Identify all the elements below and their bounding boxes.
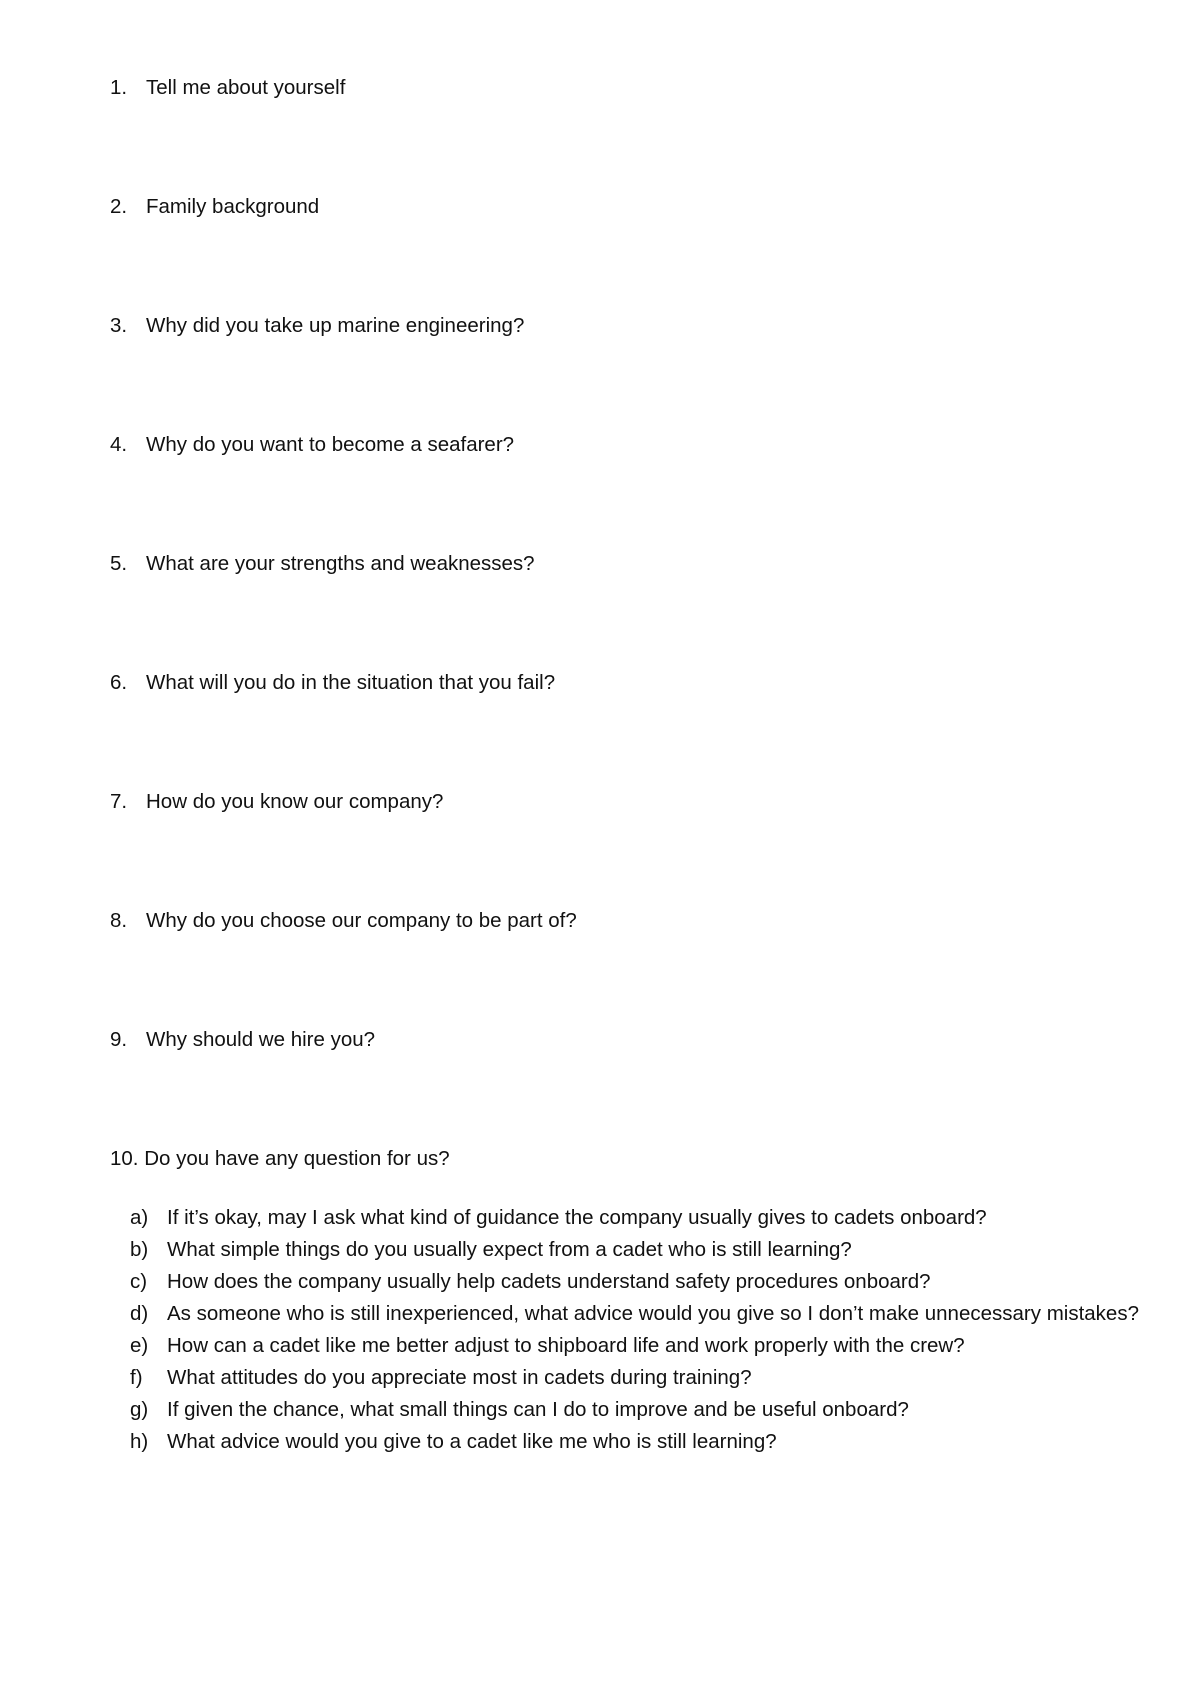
sub-question-list — [130, 1202, 1140, 1458]
sub-question-c — [130, 1266, 1140, 1298]
question-1 — [110, 75, 345, 101]
question-4 — [110, 432, 514, 458]
question-9 — [110, 1027, 375, 1053]
question-10 — [110, 1146, 450, 1172]
question-2 — [110, 194, 319, 220]
question-number: 1. — [110, 76, 128, 99]
sub-question-letter: d) — [130, 1302, 149, 1325]
question-text: What will you do in the situation that you fail? — [146, 671, 556, 694]
sub-question-letter: h) — [130, 1430, 149, 1453]
sub-question-letter: e) — [130, 1334, 149, 1357]
question-text: Do you have any question for us? — [144, 1147, 450, 1170]
sub-question-letter: a) — [130, 1206, 149, 1229]
question-5 — [110, 551, 535, 577]
question-number: 2. — [110, 195, 128, 218]
sub-question-text: What attitudes do you appreciate most in cadets during training? — [167, 1366, 752, 1389]
sub-question-a — [130, 1202, 1140, 1234]
question-number: 4. — [110, 433, 128, 456]
question-text: Why do you want to become a seafarer? — [146, 433, 515, 456]
question-number: 9. — [110, 1028, 128, 1051]
sub-question-d — [130, 1298, 1140, 1330]
sub-question-letter: f) — [130, 1366, 143, 1389]
sub-question-text: What simple things do you usually expect from a cadet who is still learning? — [167, 1238, 852, 1261]
question-6 — [110, 670, 555, 696]
sub-question-text: As someone who is still inexperienced, what advice would you give so I don’t make unnecessary mistakes? — [167, 1302, 1139, 1325]
question-number: 3. — [110, 314, 128, 337]
sub-question-g — [130, 1394, 1140, 1426]
sub-question-b — [130, 1234, 1140, 1266]
question-number: 5. — [110, 552, 128, 575]
sub-question-text: How can a cadet like me better adjust to shipboard life and work properly with the crew? — [167, 1334, 965, 1357]
question-text: Family background — [146, 195, 320, 218]
question-text: Tell me about yourself — [146, 76, 346, 99]
question-7 — [110, 789, 443, 815]
question-number: 7. — [110, 790, 128, 813]
sub-question-e — [130, 1330, 1140, 1362]
sub-question-letter: g) — [130, 1398, 149, 1421]
sub-question-letter: c) — [130, 1270, 148, 1293]
sub-question-letter: b) — [130, 1238, 149, 1261]
sub-question-text: If given the chance, what small things can I do to improve and be useful onboard? — [167, 1398, 909, 1421]
question-text: Why did you take up marine engineering? — [146, 314, 525, 337]
question-text: What are your strengths and weaknesses? — [146, 552, 535, 575]
question-text: Why do you choose our company to be part of? — [146, 909, 577, 932]
question-8 — [110, 908, 577, 934]
sub-question-text: What advice would you give to a cadet like me who is still learning? — [167, 1430, 777, 1453]
question-number: 6. — [110, 671, 128, 694]
question-number: 8. — [110, 909, 128, 932]
question-number: 10. — [110, 1147, 139, 1170]
sub-question-f — [130, 1362, 1140, 1394]
question-text: How do you know our company? — [146, 790, 444, 813]
sub-question-text: If it’s okay, may I ask what kind of guidance the company usually gives to cadets onboard? — [167, 1206, 987, 1229]
sub-question-h — [130, 1426, 1140, 1458]
question-3 — [110, 313, 524, 339]
question-text: Why should we hire you? — [146, 1028, 376, 1051]
sub-question-text: How does the company usually help cadets understand safety procedures onboard? — [167, 1270, 931, 1293]
